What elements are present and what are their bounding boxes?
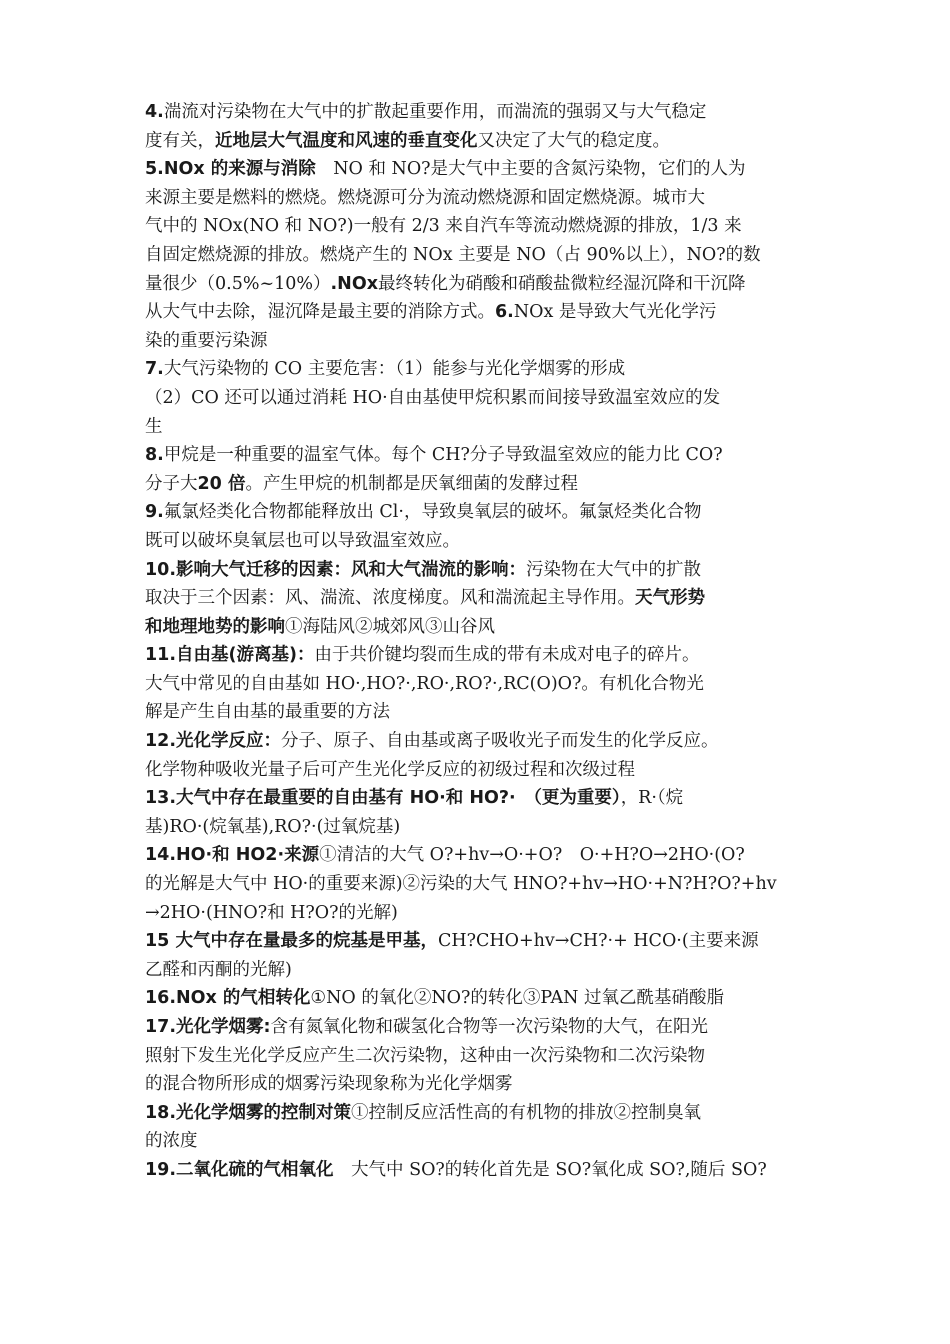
text-run: 生 bbox=[145, 416, 163, 437]
bold-text-run: 14.HO·和 HO2·来源 bbox=[145, 845, 320, 866]
text-line bbox=[145, 984, 817, 1013]
text-line bbox=[145, 1156, 817, 1185]
text-line bbox=[145, 841, 817, 870]
text-line bbox=[145, 698, 817, 727]
text-run: 从大气中去除，湿沉降是最主要的消除方式。 bbox=[145, 302, 495, 323]
text-run: 分子、原子、自由基或离子吸收光子而发生的化学反应。 bbox=[281, 731, 719, 752]
text-run: 分子大 bbox=[145, 473, 198, 494]
text-run: 度有关， bbox=[145, 130, 215, 151]
text-line bbox=[145, 556, 817, 585]
text-line bbox=[145, 1127, 817, 1156]
bold-text-run: 16.NOx 的气相转化 bbox=[145, 988, 311, 1009]
text-run: 取决于三个因素：风、湍流、浓度梯度。风和湍流起主导作用。 bbox=[145, 588, 635, 609]
text-line bbox=[145, 956, 817, 985]
bold-text-run: 8. bbox=[145, 445, 164, 466]
text-run: 大气中 SO?的转化首先是 SO?氧化成 SO?,随后 SO? bbox=[333, 1159, 767, 1180]
text-line bbox=[145, 241, 817, 270]
text-run: NO 和 NO?是大气中主要的含氮污染物，它们的人为 bbox=[315, 159, 746, 180]
text-line bbox=[145, 470, 817, 499]
document-body bbox=[145, 98, 817, 1185]
bold-text-run: 9. bbox=[145, 502, 164, 523]
text-run: ①清洁的大气 O?+hv→O·+O? O·+H?O→2HO·(O? bbox=[319, 845, 745, 866]
bold-text-run: 6. bbox=[495, 302, 514, 323]
text-run: 气中的 NOx(NO 和 NO?)一般有 2/3 来自汽车等流动燃烧源的排放，1/3 来 bbox=[145, 216, 742, 237]
bold-text-run: 4. bbox=[145, 102, 164, 122]
text-line bbox=[145, 1099, 817, 1128]
text-line bbox=[145, 355, 817, 384]
text-run: 。产生甲烷的机制都是厌氧细菌的发酵过程 bbox=[245, 473, 578, 494]
text-run: 乙醛和丙酮的光解) bbox=[145, 959, 292, 980]
text-line bbox=[145, 527, 817, 556]
bold-text-run: 和地理地势的影响 bbox=[145, 616, 285, 637]
text-run: 染的重要污染源 bbox=[145, 330, 268, 351]
text-run: 解是产生自由基的最重要的方法 bbox=[145, 702, 390, 723]
text-run: 自固定燃烧源的排放。燃烧产生的 NOx 主要是 NO（占 90%以上），NO?的数 bbox=[145, 244, 761, 265]
text-line bbox=[145, 670, 817, 699]
text-run: →2HO·(HNO?和 H?O?的光解) bbox=[145, 902, 398, 923]
text-run: CH?CHO+hv→CH?·+ HCO·(主要来源 bbox=[437, 931, 759, 952]
text-line bbox=[145, 1070, 817, 1099]
text-run: NOx 是导致大气光化学污 bbox=[513, 302, 717, 323]
text-line bbox=[145, 784, 817, 813]
text-run: 来源主要是燃料的燃烧。燃烧源可分为流动燃烧源和固定燃烧源。城市大 bbox=[145, 187, 705, 208]
text-line bbox=[145, 927, 817, 956]
text-line bbox=[145, 270, 817, 299]
text-line bbox=[145, 298, 817, 327]
text-line bbox=[145, 727, 817, 756]
text-line bbox=[145, 1042, 817, 1071]
text-run: 的光解是大气中 HO·的重要来源)②污染的大气 HNO?+hv→HO·+N?H?O?+hv bbox=[145, 874, 777, 895]
bold-text-run: 10.影响大气迁移的因素：风和大气湍流的影响： bbox=[145, 559, 526, 580]
text-run: 由于共价键均裂而生成的带有未成对电子的碎片。 bbox=[314, 645, 700, 666]
text-run: 湍流对污染物在大气中的扩散起重要作用，而湍流的强弱又与大气稳定 bbox=[163, 102, 707, 122]
text-run: 的混合物所形成的烟雾污染现象称为光化学烟雾 bbox=[145, 1074, 513, 1095]
bold-text-run: 7. bbox=[145, 359, 164, 380]
text-line bbox=[145, 899, 817, 928]
text-line bbox=[145, 413, 817, 442]
bold-text-run: 20 倍 bbox=[197, 473, 246, 494]
text-run: 大气污染物的 CO 主要危害：（1）能参与光化学烟雾的形成 bbox=[163, 359, 626, 380]
text-line bbox=[145, 127, 817, 156]
text-line bbox=[145, 155, 817, 184]
text-line bbox=[145, 327, 817, 356]
bold-text-run: 17.光化学烟雾: bbox=[145, 1017, 271, 1037]
text-run: ①NO 的氧化②NO?的转化③PAN 过氧乙酰基硝酸脂 bbox=[310, 988, 725, 1009]
text-run: （2）CO 还可以通过消耗 HO·自由基使甲烷积累而间接导致温室效应的发 bbox=[145, 387, 721, 408]
text-run: 照射下发生光化学反应产生二次污染物，这种由一次污染物和二次污染物 bbox=[145, 1045, 705, 1066]
text-line bbox=[145, 1013, 817, 1042]
bold-text-run: 12.光化学反应： bbox=[145, 731, 282, 752]
text-run: 基)RO·(烷氧基),RO?·(过氧烷基) bbox=[145, 816, 401, 837]
text-line bbox=[145, 441, 817, 470]
text-run: 最终转化为硝酸和硝酸盐微粒经湿沉降和干沉降 bbox=[378, 273, 746, 294]
text-line bbox=[145, 756, 817, 785]
bold-text-run: 18.光化学烟雾的控制对策 bbox=[145, 1102, 352, 1123]
text-line bbox=[145, 384, 817, 413]
bold-text-run: 11.自由基(游离基)： bbox=[145, 645, 315, 666]
text-line bbox=[145, 870, 817, 899]
text-run: 大气中常见的自由基如 HO·,HO?·,RO·,RO?·,RC(O)O?。有机化合物光 bbox=[145, 673, 704, 694]
text-run: ①控制反应活性高的有机物的排放②控制臭氧 bbox=[351, 1102, 702, 1123]
text-run: 既可以破坏臭氧层也可以导致温室效应。 bbox=[145, 530, 460, 551]
text-run: 污染物在大气中的扩散 bbox=[526, 559, 701, 580]
text-run: 含有氮氧化物和碳氢化合物等一次污染物的大气，在阳光 bbox=[270, 1017, 708, 1037]
text-line bbox=[145, 184, 817, 213]
text-line bbox=[145, 98, 817, 127]
text-line bbox=[145, 641, 817, 670]
bold-text-run: 19.二氧化硫的气相氧化 bbox=[145, 1159, 334, 1180]
text-run: 量很少（0.5%~10%） bbox=[145, 273, 331, 294]
text-line bbox=[145, 813, 817, 842]
bold-text-run: 5.NOx 的来源与消除 bbox=[145, 159, 316, 180]
bold-text-run: .NOx bbox=[330, 273, 378, 294]
text-run: ①海陆风②城郊风③山谷风 bbox=[285, 616, 495, 637]
text-run: 又决定了大气的稳定度。 bbox=[477, 130, 670, 151]
text-run: 氟氯烃类化合物都能释放出 Cl·，导致臭氧层的破坏。氟氯烃类化合物 bbox=[163, 502, 702, 523]
text-run: 甲烷是一种重要的温室气体。每个 CH?分子导致温室效应的能力比 CO? bbox=[163, 445, 723, 466]
bold-text-run: 天气形势 bbox=[635, 588, 705, 609]
text-line bbox=[145, 613, 817, 642]
text-run: 化学物种吸收光量子后可产生光化学反应的初级过程和次级过程 bbox=[145, 759, 635, 780]
text-line bbox=[145, 498, 817, 527]
text-line bbox=[145, 584, 817, 613]
bold-text-run: 近地层大气温度和风速的垂直变化 bbox=[215, 130, 478, 151]
text-line bbox=[145, 212, 817, 241]
text-run: 的浓度 bbox=[145, 1131, 198, 1152]
bold-text-run: 15 大气中存在量最多的烷基是甲基， bbox=[145, 931, 438, 952]
bold-text-run: 13.大气中存在最重要的自由基有 HO·和 HO?· （更为重要） bbox=[145, 788, 621, 809]
text-run: ，R·（烷 bbox=[620, 788, 684, 809]
